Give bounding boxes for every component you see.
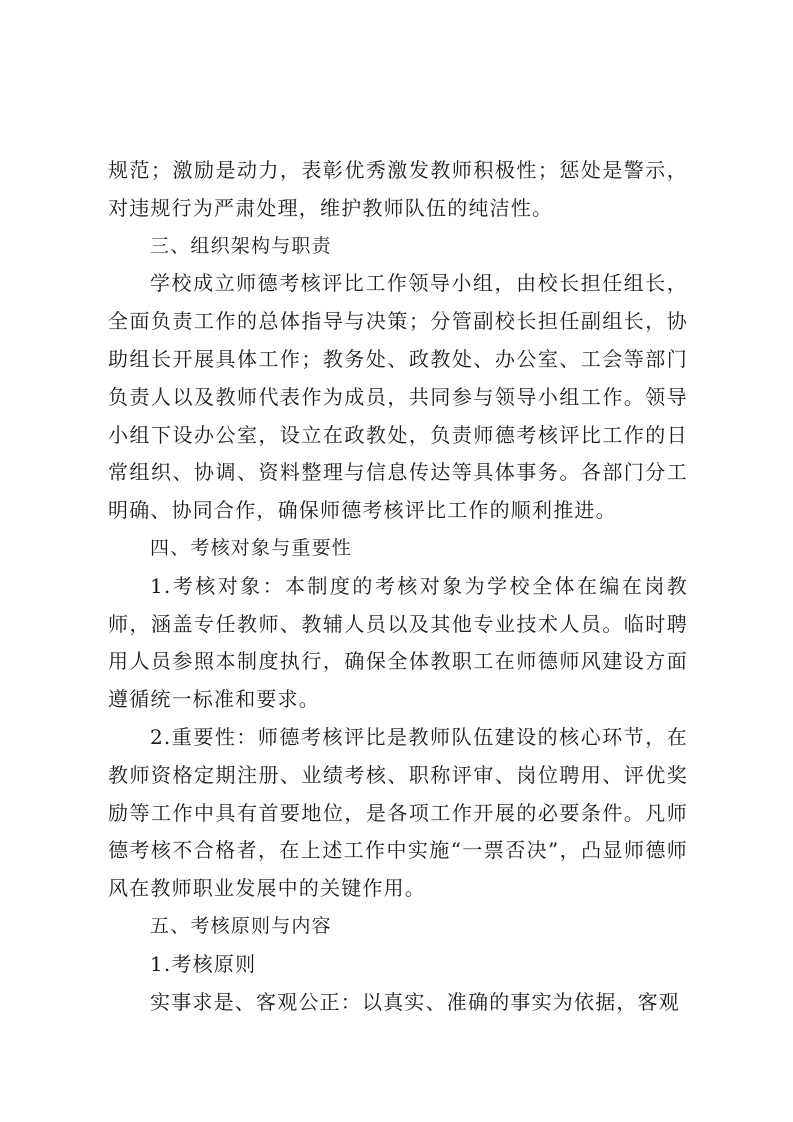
section-heading-assessment-targets: 四、考核对象与重要性 xyxy=(150,536,353,559)
paragraph-principles: 实事求是、客观公正：以真实、准确的事实为依据，客观 xyxy=(150,989,680,1014)
continuation-paragraph: 规范；激励是动力，表彰优秀激发教师积极性；惩处是警示，对违规行为严肃处理，维护教师队伍的纯洁性。 xyxy=(108,158,688,220)
subheading-principles: 1.考核原则 xyxy=(150,951,257,976)
paragraph-importance: 2.重要性：师德考核评比是教师队伍建设的核心环节，在教师资格定期注册、业绩考核、职称评审、岗位聘用、评优奖励等工作中具有首要地位，是各项工作开展的必要条件。凡师德考核不合格者，在上述工作中实施“一票否决”，凸显师德师风在教师职业发展中的关键作用。 xyxy=(108,724,688,901)
section-heading-principles: 五、考核原则与内容 xyxy=(150,914,332,937)
document-body xyxy=(108,152,688,1021)
paragraph-assessment-targets: 1.考核对象：本制度的考核对象为学校全体在编在岗教师，涵盖专任教师、教辅人员以及其他专业技术人员。临时聘用人员参照本制度执行，确保全体教职工在师德师风建设方面遵循统一标准和要求。 xyxy=(108,573,688,712)
section-heading-organization: 三、组织架构与职责 xyxy=(150,234,332,257)
paragraph-organization: 学校成立师德考核评比工作领导小组，由校长担任组长，全面负责工作的总体指导与决策；分管副校长担任副组长，协助组长开展具体工作；教务处、政教处、办公室、工会等部门负责人以及教师代表作为成员，共同参与领导小组工作。领导小组下设办公室，设立在政教处，负责师德考核评比工作的日常组织、协调、资料整理与信息传达等具体事务。各部门分工明确、协同合作，确保师德考核评比工作的顺利推进。 xyxy=(108,271,688,523)
